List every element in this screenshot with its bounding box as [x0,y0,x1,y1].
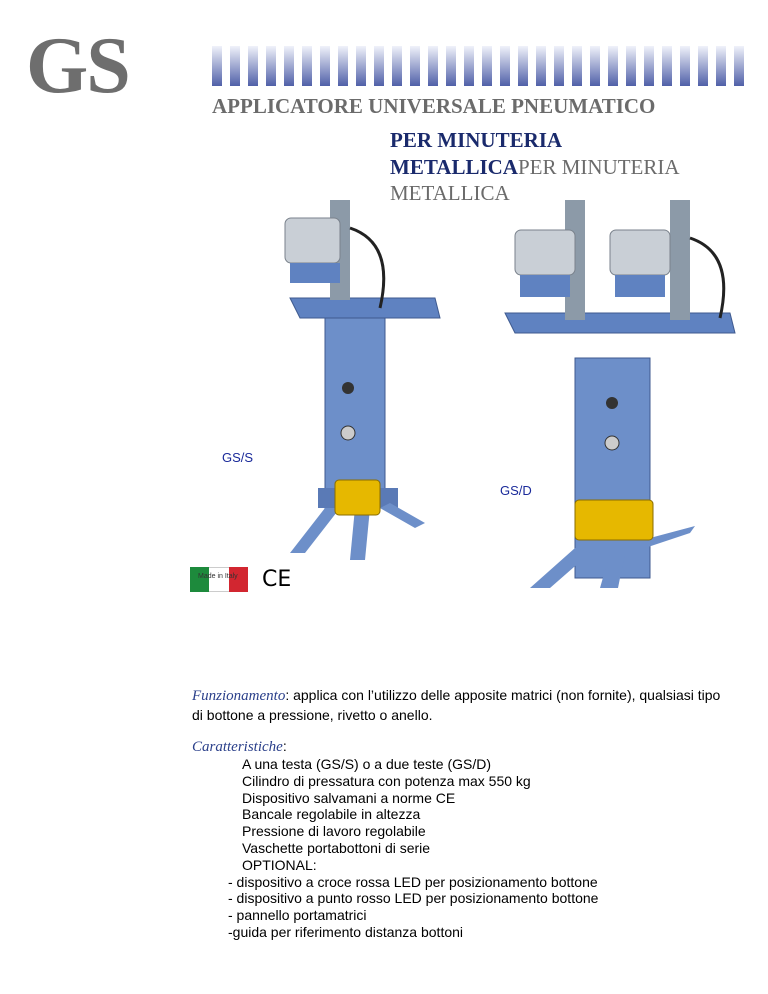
stripe [392,46,402,86]
stripe [608,46,618,86]
stripe [428,46,438,86]
stripe [482,46,492,86]
stripe [374,46,384,86]
optional-item: - dispositivo a croce rossa LED per posizionamento bottone [228,873,598,890]
subtitle-line-2 [390,155,680,180]
made-in-italy-text: Made in Italy [198,573,238,580]
stripe [356,46,366,86]
funzionamento-label: Funzionamento [192,688,286,704]
funzionamento-paragraph [192,686,732,725]
caratteristiche-label: Caratteristiche [192,739,283,755]
label-gs-d: GS/D [500,483,532,498]
feature-item: Dispositivo salvamani a norme CE [242,789,456,806]
stripe [572,46,582,86]
machines-photo [230,188,740,588]
stripe [320,46,330,86]
stripe [338,46,348,86]
stripe [266,46,276,86]
feature-item-optional: OPTIONAL: [242,856,317,873]
stripe [302,46,312,86]
stripe [230,46,240,86]
optional-item: - pannello portamatrici [228,907,367,924]
subtitle-line-1: PER MINUTERIA [390,128,563,152]
stripe [500,46,510,86]
feature-item: Bancale regolabile in altezza [242,806,421,823]
caratteristiche-heading [192,737,287,757]
stripe [662,46,672,86]
subtitle-strong: METALLICA [390,155,518,179]
optional-item: - dispositivo a punto rosso LED per posizionamento bottone [228,890,599,907]
feature-item: Cilindro di pressatura con potenza max 550 kg [242,772,531,789]
italian-flag-badge [190,567,248,592]
stripe [716,46,726,86]
stripe [554,46,564,86]
stripe [536,46,546,86]
decorative-stripes [212,46,752,86]
stripe [212,46,222,86]
machine-gs-s [285,200,440,560]
label-gs-s: GS/S [222,450,254,465]
page-title: APPLICATORE UNIVERSALE PNEUMATICO [212,94,656,118]
stripe [464,46,474,86]
stripe [518,46,528,86]
machine-gs-d [505,200,735,588]
stripe [248,46,258,86]
subtitle-line-3: METALLICA [390,181,510,205]
stripe [680,46,690,86]
stripe [284,46,294,86]
stripe [446,46,456,86]
subtitle-weak: PER MINUTERIA [517,155,680,179]
stripe [626,46,636,86]
feature-item: Pressione di lavoro regolabile [242,823,426,840]
gs-logo: GS [26,22,129,110]
feature-item: A una testa (GS/S) o a due teste (GS/D) [242,756,492,772]
feature-item: Vaschette portabottoni di serie [242,839,431,856]
features-list [192,756,732,941]
caratteristiche-colon: : [282,738,287,754]
stripe [698,46,708,86]
stripe [410,46,420,86]
stripe [590,46,600,86]
optional-item: -guida per riferimento distanza bottoni [228,923,464,940]
stripe [734,46,744,86]
ce-mark: CE [262,567,292,592]
stripe [644,46,654,86]
funzionamento-text: : applica con l’utilizzo delle apposite matrici (non fornite), qualsiasi tipo di bottone a pressione, rivetto o anello. [192,687,721,723]
